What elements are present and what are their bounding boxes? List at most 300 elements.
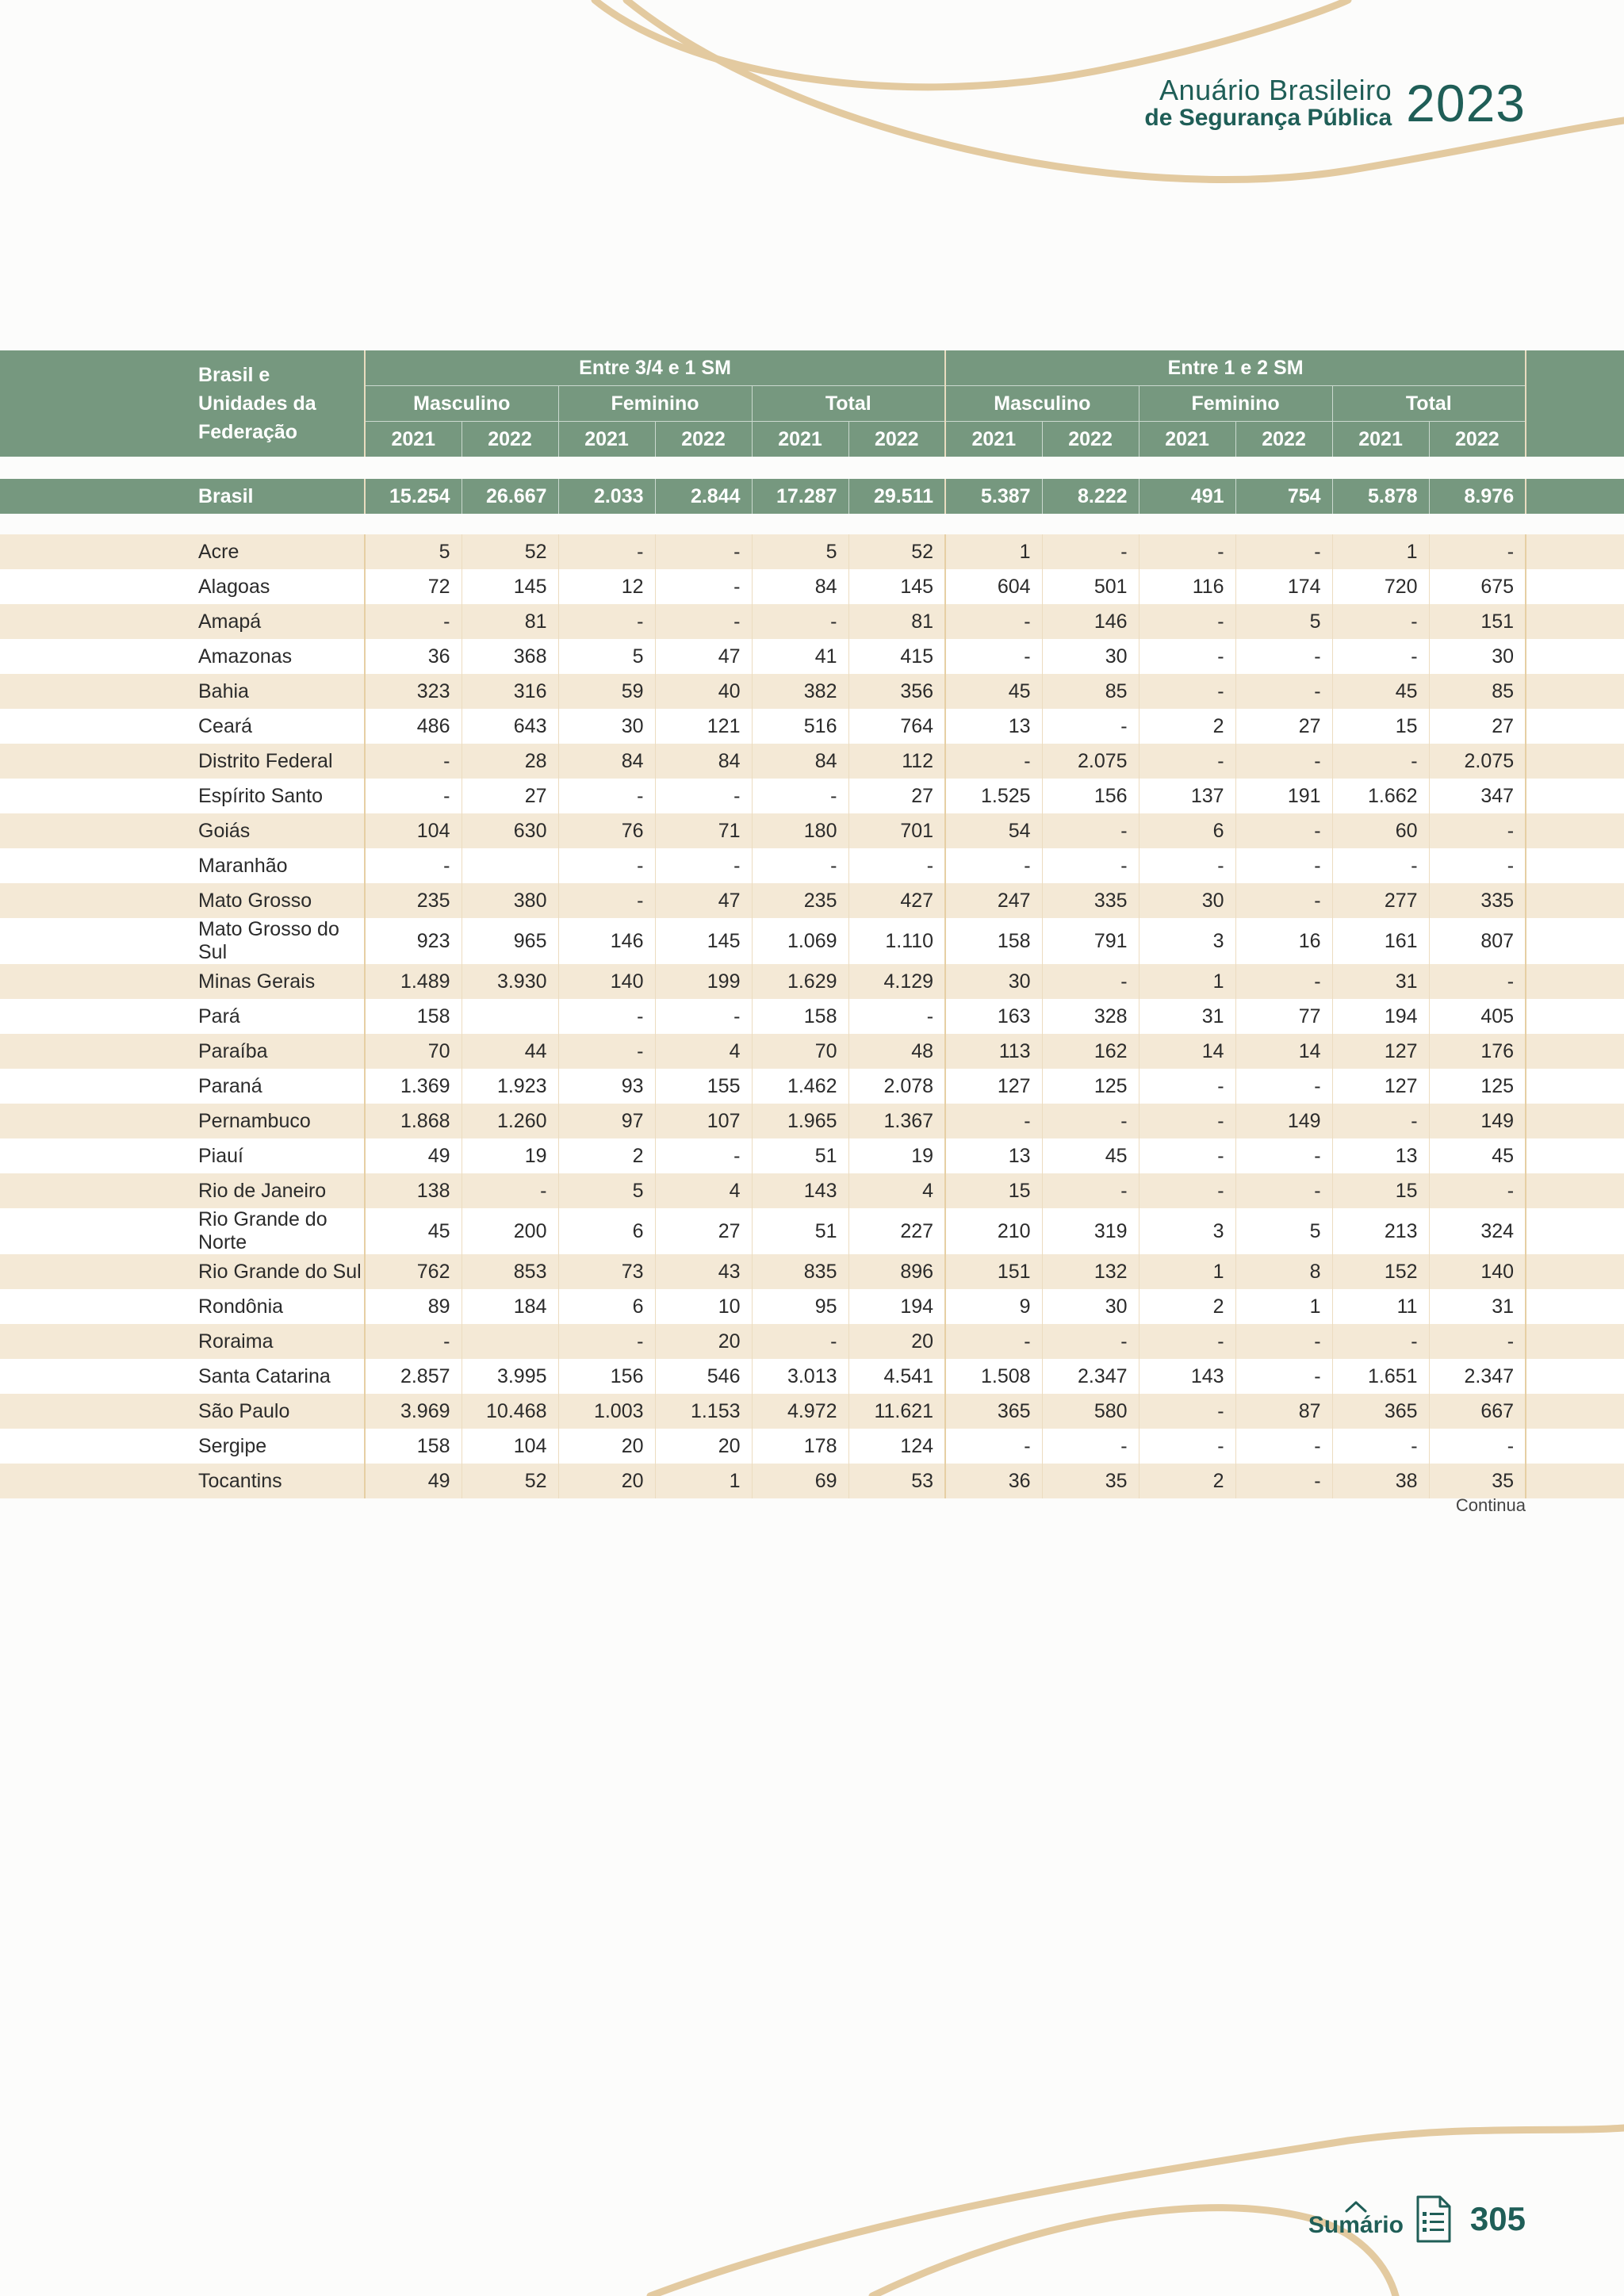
- cell-value: -: [1235, 964, 1332, 999]
- cell-value: -: [1235, 1464, 1332, 1498]
- cell-value: 701: [848, 813, 945, 848]
- row-spacer: [0, 999, 190, 1034]
- table-row: [0, 1289, 1624, 1324]
- cell-value: -: [365, 848, 462, 883]
- table-row: [0, 1429, 1624, 1464]
- cell-value: 35: [1042, 1464, 1139, 1498]
- cell-value: 382: [752, 674, 848, 709]
- spacer-row: [0, 457, 1624, 479]
- page-number: 305: [1469, 2200, 1526, 2237]
- cell-value: 151: [1429, 604, 1526, 639]
- subheader-feminino: Feminino: [558, 386, 752, 422]
- cell-value: 127: [1332, 1034, 1429, 1069]
- cell-value: 20: [558, 1464, 655, 1498]
- cell-value: 158: [752, 999, 848, 1034]
- cell-value: 720: [1332, 569, 1429, 604]
- cell-value: 1: [1139, 964, 1235, 999]
- cell-value: 107: [655, 1104, 752, 1138]
- cell-value: -: [1429, 1324, 1526, 1359]
- cell-value: 324: [1429, 1208, 1526, 1254]
- cell-value: 8.976: [1429, 479, 1526, 514]
- row-name: Rondônia: [190, 1289, 365, 1324]
- year-header: 2021: [945, 422, 1042, 457]
- row-spacer: [0, 1254, 190, 1289]
- cell-value: 754: [1235, 479, 1332, 514]
- table-row: [0, 1034, 1624, 1069]
- cell-value: 4.129: [848, 964, 945, 999]
- table-row: [0, 848, 1624, 883]
- cell-value: 155: [655, 1069, 752, 1104]
- cell-value: 51: [752, 1138, 848, 1173]
- cell-value: 145: [655, 918, 752, 964]
- cell-value: 73: [558, 1254, 655, 1289]
- cell-value: 1: [945, 534, 1042, 569]
- cell-value: -: [1429, 964, 1526, 999]
- cell-value: -: [1139, 1394, 1235, 1429]
- cell-value: 76: [558, 813, 655, 848]
- cell-value: 3.995: [462, 1359, 558, 1394]
- cell-value: 2: [1139, 709, 1235, 744]
- cell-value: -: [1332, 1324, 1429, 1359]
- cell-value: 1.662: [1332, 779, 1429, 813]
- year-header: 2022: [1429, 422, 1526, 457]
- year-header: 2022: [1042, 422, 1139, 457]
- cell-value: 84: [558, 744, 655, 779]
- cell-value: 1.489: [365, 964, 462, 999]
- cell-value: 81: [848, 604, 945, 639]
- table-row: [0, 964, 1624, 999]
- document-list-icon[interactable]: [1415, 2195, 1453, 2244]
- cell-value: -: [1429, 534, 1526, 569]
- row-spacer: [0, 1208, 190, 1254]
- cell-value: 486: [365, 709, 462, 744]
- cell-value: 405: [1429, 999, 1526, 1034]
- cell-value: 97: [558, 1104, 655, 1138]
- cell-value: -: [365, 744, 462, 779]
- cell-value: 1.003: [558, 1394, 655, 1429]
- cell-value: -: [1139, 1173, 1235, 1208]
- cell-value: 6: [558, 1289, 655, 1324]
- cell-value: 45: [1332, 674, 1429, 709]
- cell-value: 2.075: [1042, 744, 1139, 779]
- row-spacer-end: [1526, 604, 1624, 639]
- cell-value: 3.013: [752, 1359, 848, 1394]
- year-header: 2022: [1235, 422, 1332, 457]
- cell-value: -: [1139, 1429, 1235, 1464]
- row-name: Amazonas: [190, 639, 365, 674]
- cell-value: -: [558, 604, 655, 639]
- brand-title-line2: de Segurança Pública: [1144, 105, 1392, 131]
- row-spacer-end: [1526, 674, 1624, 709]
- cell-value: -: [945, 639, 1042, 674]
- cell-value: -: [1429, 848, 1526, 883]
- row-spacer: [0, 964, 190, 999]
- cell-value: -: [655, 569, 752, 604]
- cell-value: 9: [945, 1289, 1042, 1324]
- cell-value: 2.347: [1429, 1359, 1526, 1394]
- row-spacer-end: [1526, 1173, 1624, 1208]
- cell-value: 2.033: [558, 479, 655, 514]
- data-table: [0, 350, 1624, 1498]
- cell-value: -: [945, 744, 1042, 779]
- cell-value: -: [1042, 1173, 1139, 1208]
- cell-value: -: [655, 1138, 752, 1173]
- cell-value: 5: [752, 534, 848, 569]
- row-spacer-end: [1526, 813, 1624, 848]
- cell-value: 807: [1429, 918, 1526, 964]
- cell-value: 1.508: [945, 1359, 1042, 1394]
- cell-value: 323: [365, 674, 462, 709]
- cell-value: -: [1235, 534, 1332, 569]
- row-name: Sergipe: [190, 1429, 365, 1464]
- cell-value: 35: [1429, 1464, 1526, 1498]
- cell-value: 1: [655, 1464, 752, 1498]
- row-name: Paraíba: [190, 1034, 365, 1069]
- cell-value: 89: [365, 1289, 462, 1324]
- cell-value: 43: [655, 1254, 752, 1289]
- cell-value: 8.222: [1042, 479, 1139, 514]
- cell-value: 604: [945, 569, 1042, 604]
- cell-value: 27: [1235, 709, 1332, 744]
- cell-value: 132: [1042, 1254, 1139, 1289]
- row-spacer-end: [1526, 709, 1624, 744]
- cell-value: 14: [1235, 1034, 1332, 1069]
- cell-value: -: [655, 848, 752, 883]
- cell-value: 149: [1429, 1104, 1526, 1138]
- cell-value: 47: [655, 883, 752, 918]
- cell-value: 643: [462, 709, 558, 744]
- cell-value: 347: [1429, 779, 1526, 813]
- cell-value: 27: [1429, 709, 1526, 744]
- row-name: Bahia: [190, 674, 365, 709]
- cell-value: 112: [848, 744, 945, 779]
- cell-value: 85: [1042, 674, 1139, 709]
- cell-value: 30: [1429, 639, 1526, 674]
- row-spacer: [0, 744, 190, 779]
- cell-value: 8: [1235, 1254, 1332, 1289]
- cell-value: 191: [1235, 779, 1332, 813]
- row-spacer-end: [1526, 1429, 1624, 1464]
- row-name: Espírito Santo: [190, 779, 365, 813]
- cell-value: -: [1139, 1069, 1235, 1104]
- cell-value: 49: [365, 1464, 462, 1498]
- cell-value: -: [1235, 1429, 1332, 1464]
- row-name: Maranhão: [190, 848, 365, 883]
- row-name: Amapá: [190, 604, 365, 639]
- cell-value: -: [848, 848, 945, 883]
- cell-value: -: [1235, 883, 1332, 918]
- cell-value: 174: [1235, 569, 1332, 604]
- cell-value: 368: [462, 639, 558, 674]
- cell-value: -: [945, 1324, 1042, 1359]
- cell-value: 53: [848, 1464, 945, 1498]
- row-spacer: [0, 883, 190, 918]
- cell-value: 4: [655, 1034, 752, 1069]
- cell-value: -: [1139, 604, 1235, 639]
- continuation-note: Continua: [1455, 1495, 1526, 1515]
- year-header: 2021: [752, 422, 848, 457]
- table-row: [0, 1254, 1624, 1289]
- summary-link[interactable]: [1308, 2199, 1404, 2239]
- table-row: [0, 674, 1624, 709]
- cell-value: 116: [1139, 569, 1235, 604]
- row-name: Acre: [190, 534, 365, 569]
- cell-value: 13: [945, 1138, 1042, 1173]
- cell-value: -: [1042, 813, 1139, 848]
- cell-value: 3: [1139, 1208, 1235, 1254]
- cell-value: 30: [1042, 639, 1139, 674]
- header-spacer: [0, 350, 190, 457]
- cell-value: 3: [1139, 918, 1235, 964]
- row-spacer: [0, 813, 190, 848]
- header-row-groups: [0, 350, 1624, 386]
- row-spacer-end: [1526, 964, 1624, 999]
- cell-value: 11: [1332, 1289, 1429, 1324]
- cell-value: 158: [945, 918, 1042, 964]
- cell-value: 152: [1332, 1254, 1429, 1289]
- row-header-label: Brasil e Unidades da Federação: [190, 350, 365, 457]
- cell-value: 194: [848, 1289, 945, 1324]
- cell-value: 17.287: [752, 479, 848, 514]
- cell-value: -: [1042, 848, 1139, 883]
- row-spacer-end: [1526, 1289, 1624, 1324]
- cell-value: -: [1235, 1138, 1332, 1173]
- cell-value: 127: [945, 1069, 1042, 1104]
- cell-value: 113: [945, 1034, 1042, 1069]
- cell-value: 38: [1332, 1464, 1429, 1498]
- table-row: [0, 1069, 1624, 1104]
- cell-value: 36: [365, 639, 462, 674]
- cell-value: -: [1042, 1429, 1139, 1464]
- cell-value: 328: [1042, 999, 1139, 1034]
- cell-value: 2.078: [848, 1069, 945, 1104]
- cell-value: 15.254: [365, 479, 462, 514]
- cell-value: 26.667: [462, 479, 558, 514]
- cell-value: 104: [462, 1429, 558, 1464]
- cell-value: 84: [752, 744, 848, 779]
- cell-value: 143: [752, 1173, 848, 1208]
- cell-value: 151: [945, 1254, 1042, 1289]
- cell-value: 630: [462, 813, 558, 848]
- table-row: [0, 1208, 1624, 1254]
- cell-value: 546: [655, 1359, 752, 1394]
- cell-value: 14: [1139, 1034, 1235, 1069]
- summary-label: Sumário: [1308, 2212, 1404, 2238]
- cell-value: 4.972: [752, 1394, 848, 1429]
- table-row: [0, 883, 1624, 918]
- cell-value: 20: [558, 1429, 655, 1464]
- row-name: Distrito Federal: [190, 744, 365, 779]
- cell-value: 580: [1042, 1394, 1139, 1429]
- row-spacer: [0, 534, 190, 569]
- cell-value: 178: [752, 1429, 848, 1464]
- cell-value: 319: [1042, 1208, 1139, 1254]
- cell-value: [462, 999, 558, 1034]
- cell-value: 176: [1429, 1034, 1526, 1069]
- cell-value: 2: [1139, 1464, 1235, 1498]
- row-name: Roraima: [190, 1324, 365, 1359]
- cell-value: 45: [365, 1208, 462, 1254]
- cell-value: -: [1332, 1104, 1429, 1138]
- table-row: [0, 1138, 1624, 1173]
- cell-value: 1: [1332, 534, 1429, 569]
- cell-value: 316: [462, 674, 558, 709]
- cell-value: 1.369: [365, 1069, 462, 1104]
- row-name: Mato Grosso: [190, 883, 365, 918]
- cell-value: 1.868: [365, 1104, 462, 1138]
- cell-value: 20: [655, 1429, 752, 1464]
- cell-value: 45: [945, 674, 1042, 709]
- cell-value: 5: [1235, 1208, 1332, 1254]
- cell-value: 675: [1429, 569, 1526, 604]
- cell-value: 247: [945, 883, 1042, 918]
- cell-value: 5: [558, 639, 655, 674]
- cell-value: 2.844: [655, 479, 752, 514]
- row-spacer-end: [1526, 999, 1624, 1034]
- row-spacer: [0, 1034, 190, 1069]
- cell-value: 52: [848, 534, 945, 569]
- cell-value: 277: [1332, 883, 1429, 918]
- row-spacer: [0, 1394, 190, 1429]
- table-row: [0, 744, 1624, 779]
- cell-value: -: [655, 999, 752, 1034]
- cell-value: -: [1139, 848, 1235, 883]
- cell-value: -: [945, 1429, 1042, 1464]
- row-spacer: [0, 639, 190, 674]
- cell-value: 70: [365, 1034, 462, 1069]
- cell-value: -: [1235, 744, 1332, 779]
- row-spacer: [0, 1359, 190, 1394]
- cell-value: 69: [752, 1464, 848, 1498]
- row-spacer: [0, 674, 190, 709]
- cell-value: 44: [462, 1034, 558, 1069]
- cell-value: -: [1042, 1324, 1139, 1359]
- cell-value: -: [558, 534, 655, 569]
- cell-value: 95: [752, 1289, 848, 1324]
- row-name: Pará: [190, 999, 365, 1034]
- cell-value: -: [752, 779, 848, 813]
- cell-value: -: [1429, 1173, 1526, 1208]
- row-spacer-end: [1526, 848, 1624, 883]
- page-footer: [1308, 2195, 1526, 2244]
- cell-value: -: [1235, 1359, 1332, 1394]
- cell-value: -: [1332, 744, 1429, 779]
- cell-value: -: [1332, 604, 1429, 639]
- cell-value: 15: [1332, 1173, 1429, 1208]
- cell-value: 143: [1139, 1359, 1235, 1394]
- cell-value: -: [558, 999, 655, 1034]
- cell-value: 1.110: [848, 918, 945, 964]
- cell-value: 20: [655, 1324, 752, 1359]
- cell-value: -: [558, 779, 655, 813]
- cell-value: -: [1139, 639, 1235, 674]
- cell-value: 356: [848, 674, 945, 709]
- row-name: Rio Grande do Norte: [190, 1208, 365, 1254]
- row-spacer-end: [1526, 1138, 1624, 1173]
- row-spacer: [0, 479, 190, 514]
- row-name: Goiás: [190, 813, 365, 848]
- cell-value: 5.878: [1332, 479, 1429, 514]
- cell-value: -: [655, 534, 752, 569]
- row-name: Mato Grosso do Sul: [190, 918, 365, 964]
- cell-value: -: [1235, 639, 1332, 674]
- cell-value: 40: [655, 674, 752, 709]
- cell-value: 140: [1429, 1254, 1526, 1289]
- cell-value: -: [945, 1104, 1042, 1138]
- cell-value: 853: [462, 1254, 558, 1289]
- cell-value: 1.651: [1332, 1359, 1429, 1394]
- year-header: 2022: [848, 422, 945, 457]
- cell-value: -: [1042, 1104, 1139, 1138]
- cell-value: -: [655, 604, 752, 639]
- cell-value: -: [1429, 813, 1526, 848]
- cell-value: 4: [848, 1173, 945, 1208]
- table-row-brasil: [0, 479, 1624, 514]
- cell-value: 59: [558, 674, 655, 709]
- row-name: Rio Grande do Sul: [190, 1254, 365, 1289]
- row-spacer-end: [1526, 1208, 1624, 1254]
- cell-value: 60: [1332, 813, 1429, 848]
- table-row: [0, 1464, 1624, 1498]
- cell-value: 1.367: [848, 1104, 945, 1138]
- cell-value: 2.347: [1042, 1359, 1139, 1394]
- row-spacer: [0, 1429, 190, 1464]
- row-spacer-end: [1526, 1034, 1624, 1069]
- table-row: [0, 1394, 1624, 1429]
- cell-value: -: [558, 848, 655, 883]
- row-spacer-end: [1526, 1254, 1624, 1289]
- cell-value: 11.621: [848, 1394, 945, 1429]
- cell-value: -: [752, 604, 848, 639]
- cell-value: 923: [365, 918, 462, 964]
- cell-value: 146: [1042, 604, 1139, 639]
- cell-value: 1.525: [945, 779, 1042, 813]
- cell-value: 180: [752, 813, 848, 848]
- cell-value: 210: [945, 1208, 1042, 1254]
- cell-value: 71: [655, 813, 752, 848]
- cell-value: -: [1139, 744, 1235, 779]
- row-spacer: [0, 1464, 190, 1498]
- cell-value: 10: [655, 1289, 752, 1324]
- cell-value: 365: [945, 1394, 1042, 1429]
- year-header: 2021: [365, 422, 462, 457]
- cell-value: -: [558, 1034, 655, 1069]
- cell-value: -: [1429, 1429, 1526, 1464]
- cell-value: 31: [1429, 1289, 1526, 1324]
- cell-value: 156: [558, 1359, 655, 1394]
- cell-value: 52: [462, 534, 558, 569]
- cell-value: 835: [752, 1254, 848, 1289]
- cell-value: 194: [1332, 999, 1429, 1034]
- cell-value: -: [1139, 674, 1235, 709]
- cell-value: 158: [365, 1429, 462, 1464]
- cell-value: 125: [1042, 1069, 1139, 1104]
- cell-value: 149: [1235, 1104, 1332, 1138]
- row-spacer-end: [1526, 1104, 1624, 1138]
- cell-value: 163: [945, 999, 1042, 1034]
- cell-value: 85: [1429, 674, 1526, 709]
- cell-value: -: [1235, 813, 1332, 848]
- cell-value: 31: [1139, 999, 1235, 1034]
- cell-value: 3.969: [365, 1394, 462, 1429]
- subheader-masculino: Masculino: [945, 386, 1139, 422]
- cell-value: -: [1332, 1429, 1429, 1464]
- cell-value: 137: [1139, 779, 1235, 813]
- row-name: Tocantins: [190, 1464, 365, 1498]
- cell-value: [462, 1324, 558, 1359]
- cell-value: -: [1235, 848, 1332, 883]
- row-spacer: [0, 779, 190, 813]
